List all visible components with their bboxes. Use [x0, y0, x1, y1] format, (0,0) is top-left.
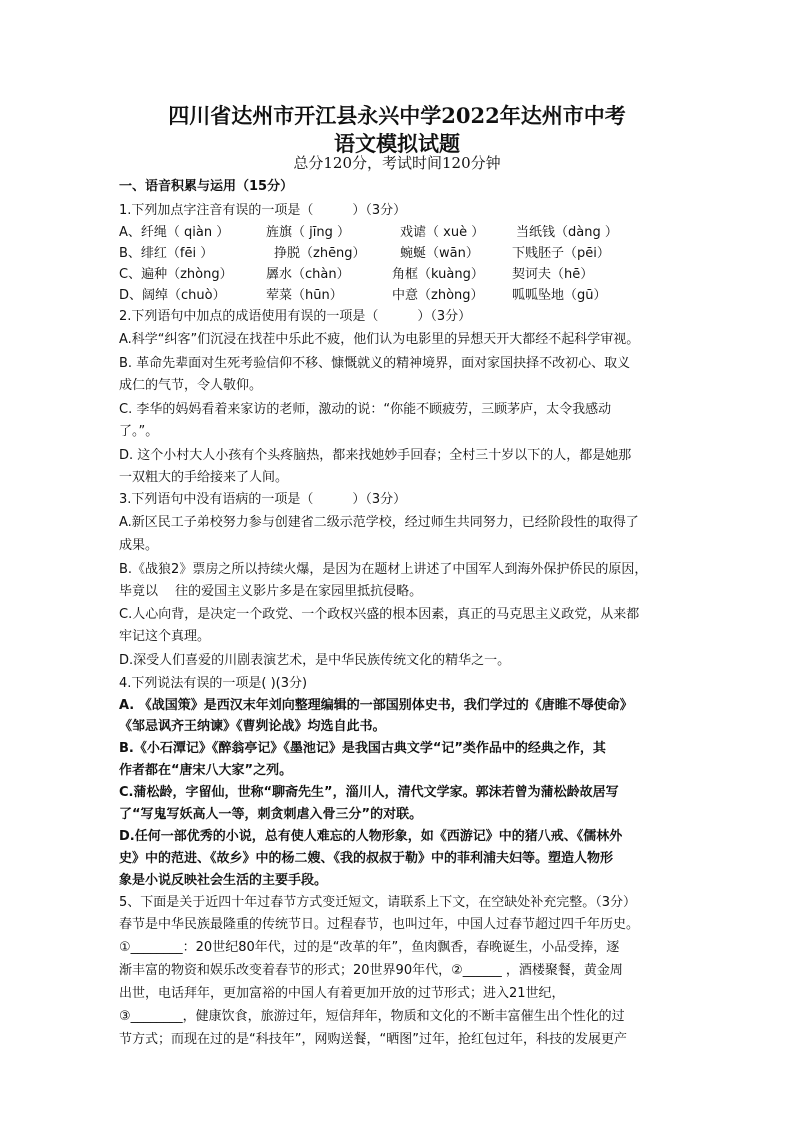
- exam-subject-title: 语文模拟试题: [334, 131, 460, 156]
- q3-option-b: B.《战狼2》票房之所以持续火爆，是因为在题材上讲述了中国军人到海外保护侨民的原因，: [119, 562, 648, 577]
- q1-option: A、纤绳（ qiàn ）: [119, 225, 230, 240]
- q1-option: 当纸钱（dàng ）: [516, 225, 618, 240]
- q4-option-b: 作者都在“唐宋八大家”之列。: [119, 763, 293, 778]
- q3-option-c: C.人心向背，是决定一个政党、一个政权兴盛的根本因素，真正的马克思主义政党，从来都: [119, 607, 640, 622]
- q1-option: 戏谑（ xuè ）: [400, 225, 485, 240]
- q2-option-b: 成仁的气节，令人敬仰。: [119, 378, 263, 393]
- q3-option-b: 毕竟以 往的爱国主义影片多是在家园里抵抗侵略。: [119, 584, 423, 599]
- q4-option-c: 了“写鬼写妖高人一等，刺贪刺虐入骨三分”的对联。: [119, 807, 423, 822]
- q5-stem: 5、下面是关于近四十年过春节方式变迁短文，请联系上下文，在空缺处补充完整。（3分）: [119, 895, 637, 910]
- q1-option: D、阔绰（chuò）: [119, 288, 226, 303]
- q1-option: 角框（kuàng）: [392, 267, 484, 282]
- q5-passage-line: 节方式；而现在过的是“科技年”，网购送餐，“晒图”过年，抢红包过年，科技的发展更产: [119, 1032, 627, 1047]
- q4-option-d: 史》中的范进、《故乡》中的杨二嫂、《我的叔叔于勒》中的菲利浦夫妇等。塑造人物形: [119, 851, 614, 866]
- q5-passage-line: ①________：20世纪80年代，过的是“改革的年”，鱼肉飘香，春晚诞生，小品受捧，逐: [119, 940, 620, 955]
- q5-passage-line: 出世，电话拜年，更加富裕的中国人有着更加开放的过节形式；进入21世纪，: [119, 986, 565, 1001]
- q4-option-a: A. 《战国策》是西汉末年刘向整理编辑的一部国别体史书，我们学过的《唐睢不辱使命》: [119, 698, 633, 713]
- q3-option-d: D.深受人们喜爱的川剧表演艺术，是中华民族传统文化的精华之一。: [119, 653, 511, 668]
- exam-info: 总分120分，考试时间120分钟: [293, 154, 501, 172]
- q4-option-d: 象是小说反映社会生活的主要手段。: [119, 873, 328, 888]
- q2-option-b: B. 革命先辈面对生死考验信仰不移、慷慨就义的精神境界，面对家国抉择不改初心、取义: [119, 356, 631, 371]
- q1-option: 蜿蜒（wān）: [400, 246, 479, 261]
- q2-option-d: D. 这个小村大人小孩有个头疼脑热，都来找她妙手回春；全村三十岁以下的人，都是她那: [119, 448, 632, 463]
- q3-option-a: A.新区民工子弟校努力参与创建省二级示范学校，经过师生共同努力，已经阶段性的取得了: [119, 515, 639, 530]
- q1-option: 挣脱（zhēng）: [274, 246, 366, 261]
- exam-title: 四川省达州市开江县永兴中学2022年达州市中考: [168, 103, 626, 128]
- q5-passage-line: ③________，健康饮食，旅游过年，短信拜年，物质和文化的不断丰富催生出个性化的过: [119, 1009, 625, 1024]
- q1-option: 荤菜（hūn）: [266, 288, 343, 303]
- q5-passage-line: 渐丰富的物资和娱乐改变着春节的形式；20世界90年代，②______ ，酒楼聚餐，黄金周: [119, 963, 623, 978]
- q1-option: 中意（zhòng）: [392, 288, 484, 303]
- q5-passage-line: 春节是中华民族最隆重的传统节日。过程春节，也叫过年，中国人过春节超过四千年历史。: [119, 917, 640, 932]
- q2-option-a: A.科学“纠客”们沉浸在找茬中乐此不疲，他们认为电影里的异想天开大都经不起科学审视。: [119, 332, 640, 347]
- q1-option: B、绯红（fēi ）: [119, 246, 214, 261]
- q4-option-d: D.任何一部优秀的小说，总有使人难忘的人物形象，如《西游记》中的猪八戒、《儒林外: [119, 829, 623, 844]
- q1-option: 羼水（chàn）: [266, 267, 350, 282]
- q2-option-d: 一双粗大的手给接来了人间。: [119, 470, 289, 485]
- q1-option: 呱呱坠地（gū）: [512, 288, 607, 303]
- q4-option-a: 《邹忌讽齐王纳谏》《曹刿论战》均选自此书。: [119, 719, 386, 734]
- q1-stem: 1.下列加点字注音有误的一项是（ ）（3分）: [119, 203, 407, 218]
- q3-option-c: 牢记这个真理。: [119, 629, 211, 644]
- q2-option-c: C. 李华的妈妈看着来家访的老师，激动的说：“你能不顾疲劳，三顾茅庐，太令我感动: [119, 402, 612, 417]
- q1-option: C、遍种（zhòng）: [119, 267, 233, 282]
- q1-option: 旌旗（ jīng ）: [266, 225, 350, 240]
- q1-option: 契诃夫（hē）: [512, 267, 594, 282]
- q3-stem: 3.下列语句中没有语病的一项是（ ）（3分）: [119, 492, 407, 507]
- q4-option-b: B.《小石潭记》《醉翁亭记》《墨池记》是我国古典文学“记”类作品中的经典之作，其: [119, 741, 606, 756]
- q3-option-a: 成果。: [119, 538, 159, 553]
- q4-stem: 4.下列说法有误的一项是( )(3分): [119, 676, 308, 691]
- q2-stem: 2.下列语句中加点的成语使用有误的一项是（ ）（3分）: [119, 309, 472, 324]
- q2-option-c: 了。”。: [119, 424, 159, 439]
- q1-option: 下贱胚子（pēi）: [512, 246, 610, 261]
- section-heading: 一、语音积累与运用（15分）: [119, 179, 294, 194]
- q4-option-c: C.蒲松龄，字留仙，世称“聊斋先生”，淄川人，清代文学家。郭沫若曾为蒲松龄故居写: [119, 785, 619, 800]
